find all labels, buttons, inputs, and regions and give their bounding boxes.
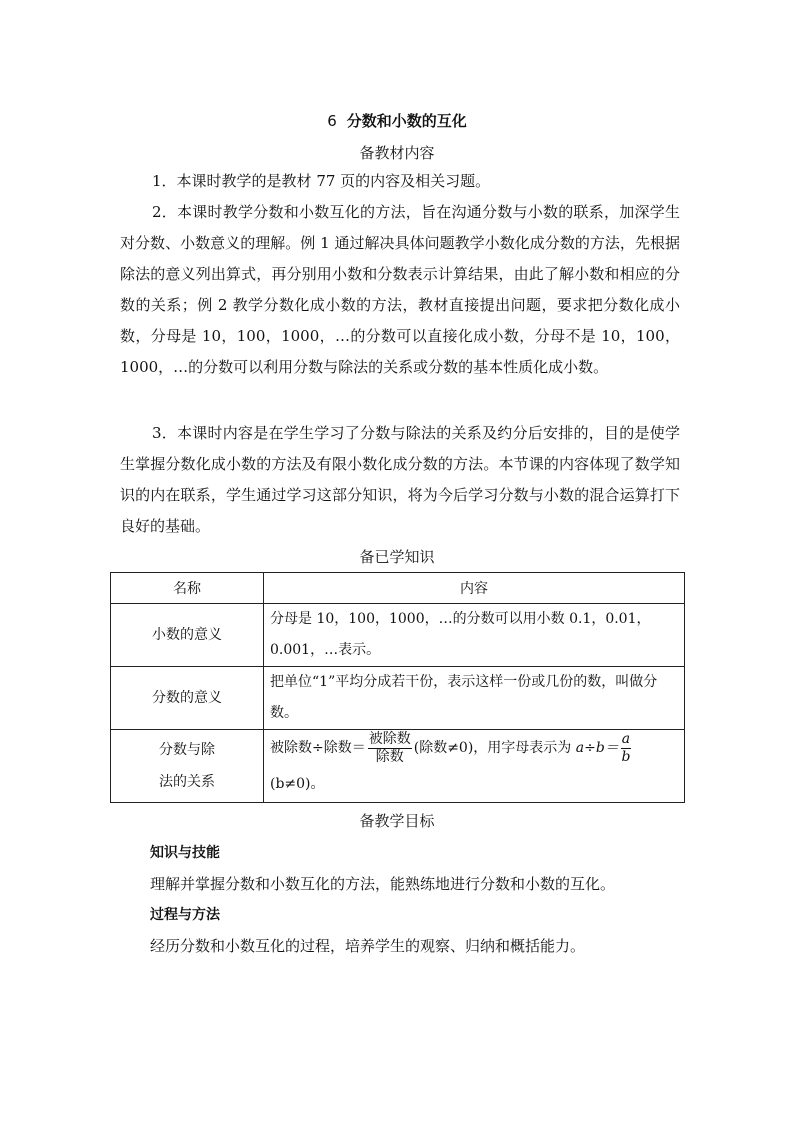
letter-condition: (b≠0)。 — [270, 776, 325, 792]
row-name-cell: 分数的意义 — [111, 667, 264, 730]
fraction-numerator: 被除数 — [368, 730, 411, 747]
letter-fraction — [621, 731, 631, 766]
process-method-heading: 过程与方法 — [150, 907, 220, 923]
row-content-cell: 把单位“1”平均分成若干份，表示这样一份或几份的数，叫做分数。 — [264, 667, 685, 730]
lesson-title-text: 分数和小数的互化 — [346, 112, 467, 130]
fraction-denominator: 除数 — [375, 748, 404, 765]
paragraph-1: 1．本课时教学的是教材 77 页的内容及相关习题。 — [152, 172, 491, 190]
formula-lhs: 被除数÷除数＝ — [270, 740, 366, 756]
paragraph-2: 2．本课时教学分数和小数互化的方法，旨在沟通分数与小数的联系，加深学生对分数、小数意义的理解。例 1 通过解决具体问题教学小数化成分数的方法，先根据除法的意义列出算式，再分别用小数和分数表示计算结果，由此了解小数和相应的分数的关系；例 2 教学分数化成小数的方法，教材直接提出问题，要求把分数化成小数，分母是 10，100，1000，…的分数可以直接化成小数，分母不是 10，100，1000，…的分数可以利用分数与除法的关系或分数的基本性质化成小数。 — [120, 203, 680, 376]
table-row — [111, 730, 685, 803]
prior-knowledge-table — [110, 572, 685, 803]
process-method-text: 经历分数和小数互化的过程，培养学生的观察、归纳和概括能力。 — [150, 937, 586, 955]
table-header-row — [111, 573, 685, 604]
table-row — [111, 604, 685, 667]
column-header-content: 内容 — [264, 573, 685, 604]
row-name-line-2: 法的关系 — [159, 774, 215, 790]
lesson-title — [0, 110, 794, 131]
row-name-line-1: 分数与除 — [159, 742, 215, 758]
row-name-cell — [111, 730, 264, 803]
teaching-goals-heading: 备教学目标 — [359, 812, 435, 830]
row-name-cell: 小数的意义 — [111, 604, 264, 667]
paragraph-3: 3．本课时内容是在学生学习了分数与除法的关系及约分后安排的，目的是使学生掌握分数化成小数的方法及有限小数化成分数的方法。本节课的内容体现了数学知识的内在联系，学生通过学习这部分知识，将为今后学习分数与小数的混合运算打下良好的基础。 — [120, 424, 680, 535]
row-content-cell: 分母是 10，100，1000，…的分数可以用小数 0.1，0.01，0.001，…表示。 — [264, 604, 685, 667]
letter-expression: a÷b＝ — [575, 740, 619, 756]
prior-knowledge-heading: 备已学知识 — [359, 548, 435, 566]
row-content-cell — [264, 730, 685, 803]
textbook-content-heading: 备教材内容 — [359, 144, 435, 162]
division-fraction — [368, 731, 412, 766]
table-row — [111, 667, 685, 730]
letter-numerator: a — [621, 730, 631, 747]
formula-condition: (除数≠0)，用字母表示为 — [413, 740, 572, 756]
knowledge-skills-heading: 知识与技能 — [150, 845, 220, 861]
lesson-number: 6 — [327, 112, 337, 130]
letter-denominator: b — [621, 748, 631, 765]
knowledge-skills-text: 理解并掌握分数和小数互化的方法，能熟练地进行分数和小数的互化。 — [150, 875, 616, 893]
column-header-name: 名称 — [111, 573, 264, 604]
